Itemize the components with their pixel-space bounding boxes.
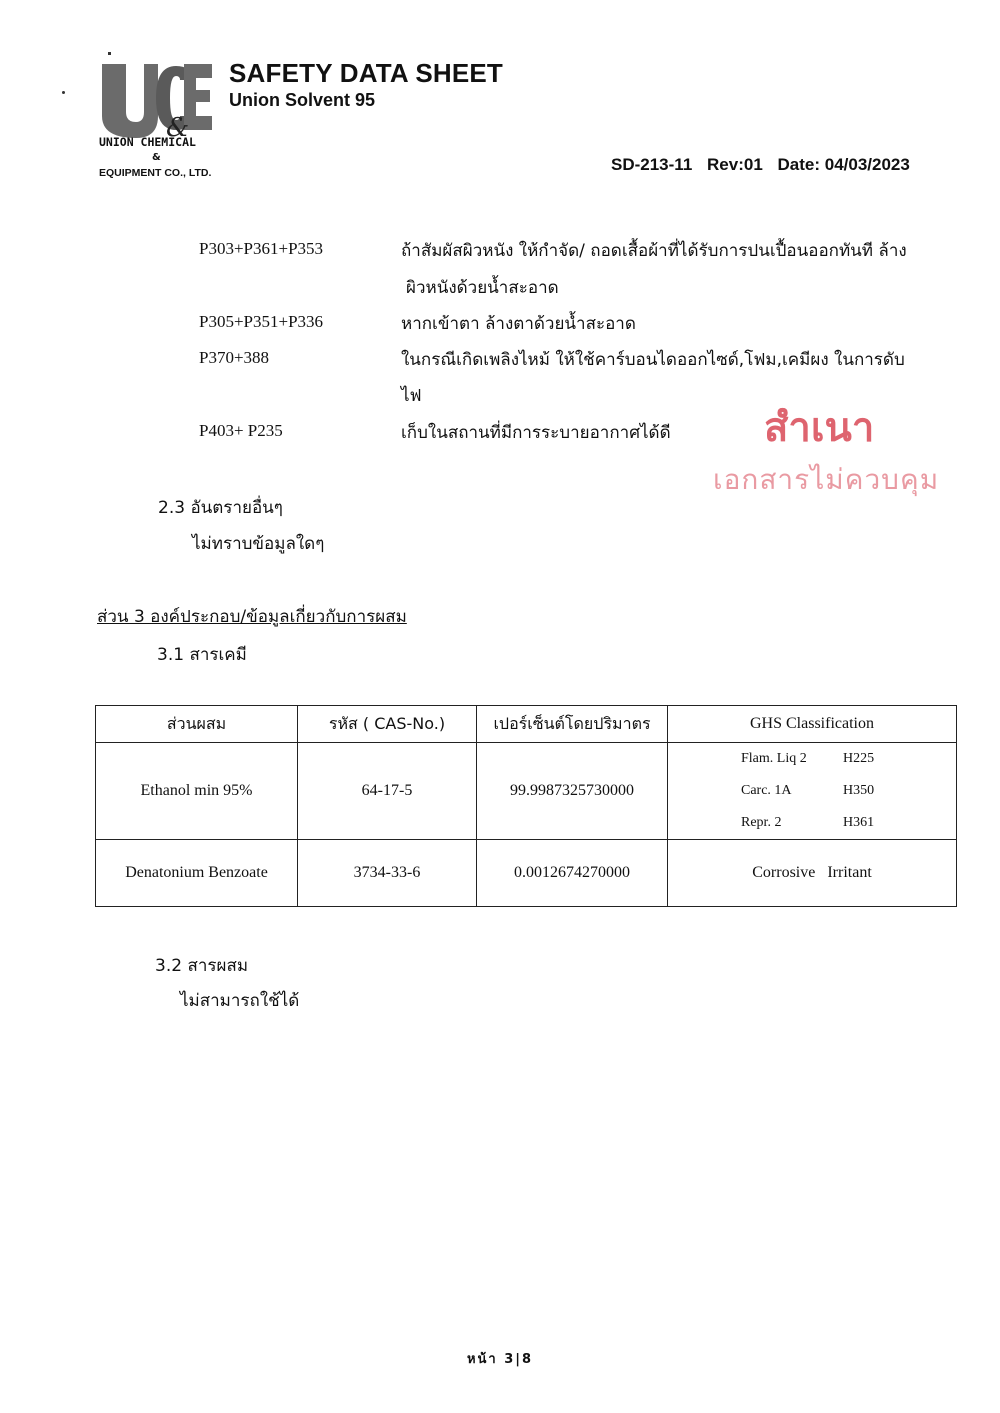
document-title: SAFETY DATA SHEET (229, 58, 504, 88)
ghs-class: Carc. 1A (741, 783, 792, 798)
ghs-hazard: Irritant (827, 864, 872, 881)
company-line1: UNION CHEMICAL (99, 135, 196, 149)
ghs-entry (668, 775, 956, 807)
cas-number: 64-17-5 (298, 743, 477, 840)
doc-code: SD-213-11 (611, 155, 693, 174)
company-line2: EQUIPMENT CO., LTD. (99, 167, 212, 179)
section-3-1-heading: 3.1 สารเคมี (157, 645, 247, 665)
ghs-classification (668, 743, 957, 840)
doc-revision: Rev:01 (707, 155, 763, 174)
cas-number: 3734-33-6 (298, 840, 477, 907)
precaution-text: ถ้าสัมผัสผิวหนัง ให้กำจัด/ ถอดเสื้อผ้าที่ได้รับการปนเปื้อนออกทันที ล้าง (401, 241, 907, 261)
column-header: ส่วนผสม (96, 706, 298, 743)
precaution-text: เก็บในสถานที่มีการระบายอากาศได้ดี (401, 423, 671, 443)
column-header: GHS Classification (668, 706, 957, 743)
section-2-3-body: ไม่ทราบข้อมูลใดๆ (192, 534, 325, 554)
company-logo (96, 50, 216, 182)
precaution-text: ผิวหนังด้วยน้ำสะอาด (406, 278, 559, 298)
section-3-2-heading: 3.2 สารผสม (155, 956, 249, 976)
product-name: Union Solvent 95 (229, 90, 376, 110)
percent-volume: 99.9987325730000 (477, 743, 668, 840)
component-name: Denatonium Benzoate (96, 840, 298, 907)
ghs-classification (668, 840, 957, 907)
ghs-hazard: Corrosive (752, 864, 816, 881)
precaution-code: P370+388 (199, 348, 270, 367)
ghs-code: H361 (843, 815, 875, 830)
table-row (96, 743, 957, 840)
section-3-2-body: ไม่สามารถใช้ได้ (180, 991, 300, 1011)
page-number: หน้า 3|8 (466, 1352, 534, 1367)
precaution-code: P403+ P235 (199, 421, 283, 440)
section-3-title: ส่วน 3 องค์ประกอบ/ข้อมูลเกี่ยวกับการผสม (97, 607, 407, 627)
precaution-code: P305+P351+P336 (199, 312, 324, 331)
copy-stamp-title: สำเนา (764, 405, 875, 451)
document-reference (611, 155, 920, 175)
scan-speck (62, 91, 65, 94)
component-name: Ethanol min 95% (96, 743, 298, 840)
ghs-code: H225 (843, 751, 875, 766)
copy-stamp-subtitle: เอกสารไม่ควบคุม (713, 463, 940, 496)
ghs-class: Repr. 2 (741, 815, 782, 830)
ghs-class: Flam. Liq 2 (741, 751, 807, 766)
doc-date: Date: 04/03/2023 (777, 155, 910, 174)
precaution-text: ไฟ (401, 386, 422, 406)
composition-table (95, 705, 957, 907)
precaution-text: หากเข้าตา ล้างตาด้วยน้ำสะอาด (401, 314, 636, 334)
column-header: รหัส ( CAS-No.) (298, 706, 477, 743)
company-amp: & (152, 152, 161, 163)
section-2-3-heading: 2.3 อันตรายอื่นๆ (158, 498, 283, 518)
precaution-code: P303+P361+P353 (199, 239, 324, 258)
svg-text:&: & (166, 113, 190, 143)
ghs-entry (668, 807, 956, 839)
table-header-row (96, 706, 957, 743)
ghs-entry (668, 743, 956, 775)
precaution-text: ในกรณีเกิดเพลิงไหม้ ให้ใช้คาร์บอนไดออกไซด์,โฟม,เคมีผง ในการดับ (401, 350, 905, 370)
percent-volume: 0.0012674270000 (477, 840, 668, 907)
column-header: เปอร์เซ็นต์โดยปริมาตร (477, 706, 668, 743)
ghs-code: H350 (843, 783, 875, 798)
table-row (96, 840, 957, 907)
